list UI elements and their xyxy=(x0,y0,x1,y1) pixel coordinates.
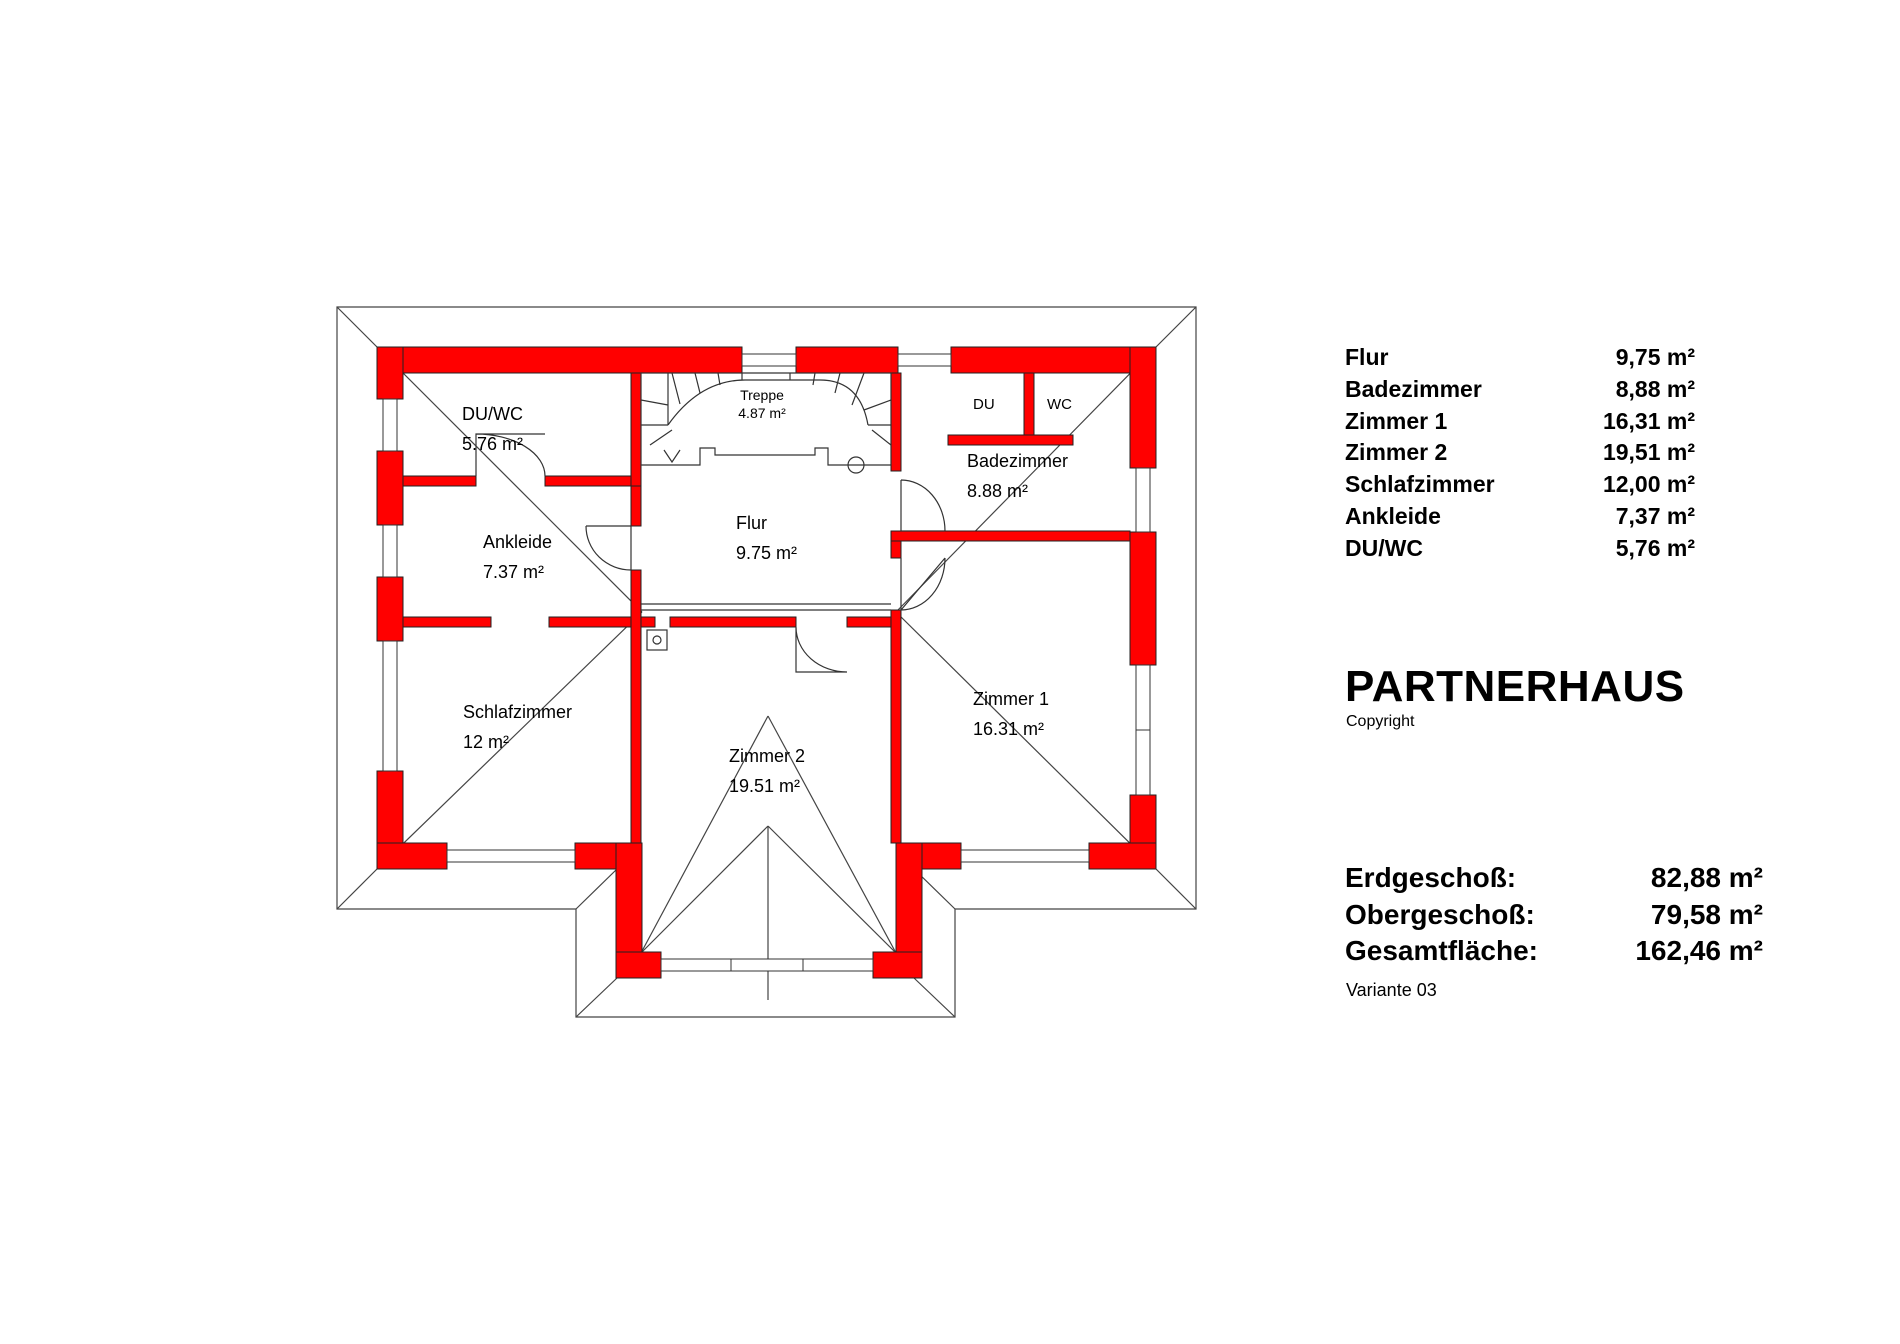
copyright-text: Copyright xyxy=(1346,713,1415,730)
area-row xyxy=(1345,437,1695,469)
total-row xyxy=(1345,897,1763,934)
variant-label: Variante 03 xyxy=(1346,980,1437,1000)
room-area-schlaf: 12 m² xyxy=(463,732,510,752)
area-row xyxy=(1345,406,1695,438)
area-row-value: 7,37 m² xyxy=(1615,502,1695,529)
area-row-value: 9,75 m² xyxy=(1615,344,1695,370)
area-row-name: Ankleide xyxy=(1345,502,1441,529)
total-row xyxy=(1345,933,1763,970)
total-row xyxy=(1345,860,1763,897)
room-area-duwc: 5.76 m² xyxy=(462,434,524,454)
area-row-name: DU/WC xyxy=(1345,534,1423,561)
bad-du-label: DU xyxy=(973,396,995,413)
door-swings xyxy=(476,434,945,672)
total-row-value: 162,46 m² xyxy=(1635,935,1763,966)
room-area-zimmer1: 16.31 m² xyxy=(973,719,1045,739)
area-row-value: 8,88 m² xyxy=(1615,375,1695,402)
area-row xyxy=(1345,533,1695,565)
room-name-flur: Flur xyxy=(736,513,767,533)
brand-title: PARTNERHAUS xyxy=(1345,662,1685,711)
area-row-name: Flur xyxy=(1345,344,1389,370)
total-row-value: 79,58 m² xyxy=(1650,898,1763,930)
area-row-value: 5,76 m² xyxy=(1615,534,1695,561)
area-row xyxy=(1345,501,1695,533)
area-row-name: Zimmer 1 xyxy=(1345,407,1448,434)
area-row-value: 19,51 m² xyxy=(1602,439,1695,466)
total-row-name: Gesamtfläche: xyxy=(1345,935,1538,966)
area-row xyxy=(1345,342,1695,374)
bad-wc-label: WC xyxy=(1047,396,1072,413)
room-name-treppe: Treppe xyxy=(740,387,784,403)
room-name-ankleide: Ankleide xyxy=(483,532,553,552)
area-row-name: Badezimmer xyxy=(1345,375,1482,402)
area-row-name: Zimmer 2 xyxy=(1345,439,1448,466)
area-row-name: Schlafzimmer xyxy=(1345,471,1495,498)
room-area-zimmer2: 19.51 m² xyxy=(729,776,801,796)
area-row-value: 16,31 m² xyxy=(1602,407,1695,434)
room-area-list xyxy=(1345,342,1695,565)
room-name-zimmer1: Zimmer 1 xyxy=(973,689,1049,709)
room-name-duwc: DU/WC xyxy=(462,404,523,424)
total-row-name: Obergeschoß: xyxy=(1345,898,1535,930)
area-row-value: 12,00 m² xyxy=(1602,471,1695,498)
room-name-bad: Badezimmer xyxy=(967,451,1069,471)
room-area-treppe: 4.87 m² xyxy=(738,405,786,421)
room-area-flur: 9.75 m² xyxy=(736,543,798,563)
room-name-schlaf: Schlafzimmer xyxy=(463,702,573,722)
room-area-ankleide: 7.37 m² xyxy=(483,562,545,582)
total-row-value: 82,88 m² xyxy=(1650,862,1763,893)
total-row-name: Erdgeschoß: xyxy=(1345,862,1517,893)
room-name-zimmer2: Zimmer 2 xyxy=(729,746,805,766)
room-area-bad: 8.88 m² xyxy=(967,481,1029,501)
area-row xyxy=(1345,469,1695,501)
totals-list xyxy=(1345,860,1763,970)
area-row xyxy=(1345,374,1695,406)
